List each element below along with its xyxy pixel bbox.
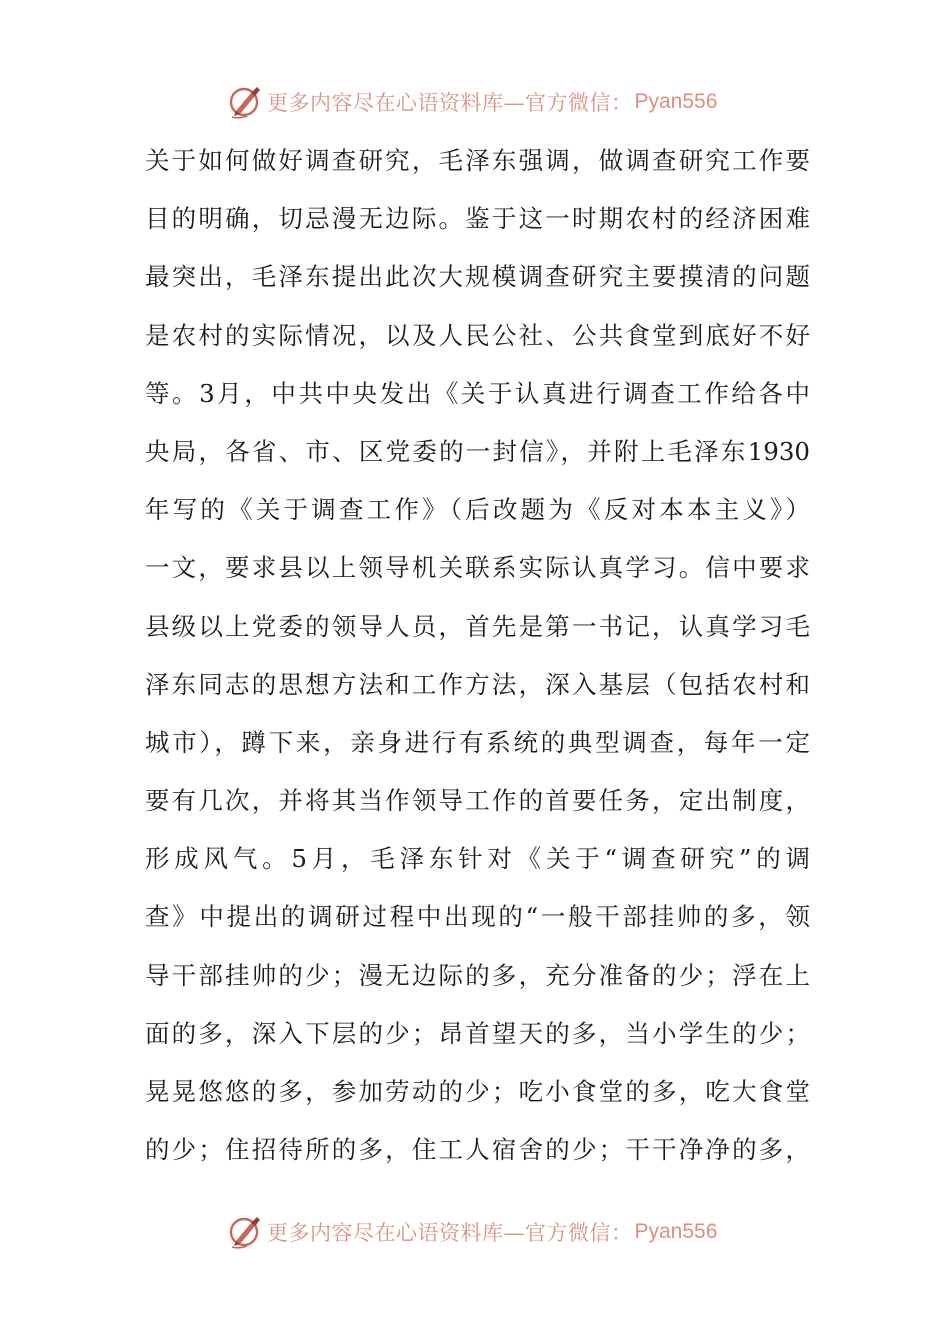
text-line: 面的多，深入下层的少；昂首望天的多，当小学生的少； xyxy=(145,1018,810,1048)
pen-logo-icon xyxy=(227,84,263,120)
text-line: 一文，要求县以上领导机关联系实际认真学习。信中要求 xyxy=(145,553,810,583)
watermark-wechat-id: Pyan556 xyxy=(634,1220,718,1243)
text-line: 形成风气。5月，毛泽东针对《关于“调查研究”的调 xyxy=(145,844,810,874)
text-line: 等。3月，中共中央发出《关于认真进行调查工作给各中 xyxy=(145,378,810,408)
text-line: 查》中提出的调研过程中出现的“一般干部挂帅的多，领 xyxy=(145,902,810,932)
text-line: 是农村的实际情况，以及人民公社、公共食堂到底好不好 xyxy=(145,320,810,350)
text-line: 央局，各省、市、区党委的一封信》，并附上毛泽东1930 xyxy=(145,436,810,466)
text-line: 要有几次，并将其当作领导工作的首要任务，定出制度， xyxy=(145,786,810,816)
text-line: 城市），蹲下来，亲身进行有系统的典型调查，每年一定 xyxy=(145,727,810,757)
document-body xyxy=(145,132,810,1179)
text-line: 关于如何做好调查研究，毛泽东强调，做调查研究工作要 xyxy=(145,146,810,175)
text-line: 导干部挂帅的少；漫无边际的多，充分准备的少；浮在上 xyxy=(145,960,810,990)
text-line: 目的明确，切忌漫无边际。鉴于这一时期农村的经济困难 xyxy=(145,204,810,234)
text-line: 泽东同志的思想方法和工作方法，深入基层（包括农村和 xyxy=(145,669,810,699)
header-watermark xyxy=(227,82,717,122)
text-line: 年写的《关于调查工作》（后改题为《反对本本主义》） xyxy=(145,495,810,525)
watermark-text: 更多内容尽在心语资料库—官方微信： xyxy=(267,1221,633,1245)
pen-logo-icon xyxy=(227,1214,263,1250)
text-line: 晃晃悠悠的多，参加劳动的少；吃小食堂的多，吃大食堂 xyxy=(145,1077,810,1106)
text-line: 最突出，毛泽东提出此次大规模调查研究主要摸清的问题 xyxy=(145,262,810,292)
text-line: 的少；住招待所的多，住工人宿舍的少；干干净净的多， xyxy=(145,1135,810,1165)
watermark-text: 更多内容尽在心语资料库—官方微信： xyxy=(267,91,633,115)
text-line: 县级以上党委的领导人员，首先是第一书记，认真学习毛 xyxy=(145,611,810,641)
footer-watermark xyxy=(227,1212,717,1252)
watermark-wechat-id: Pyan556 xyxy=(634,90,718,113)
